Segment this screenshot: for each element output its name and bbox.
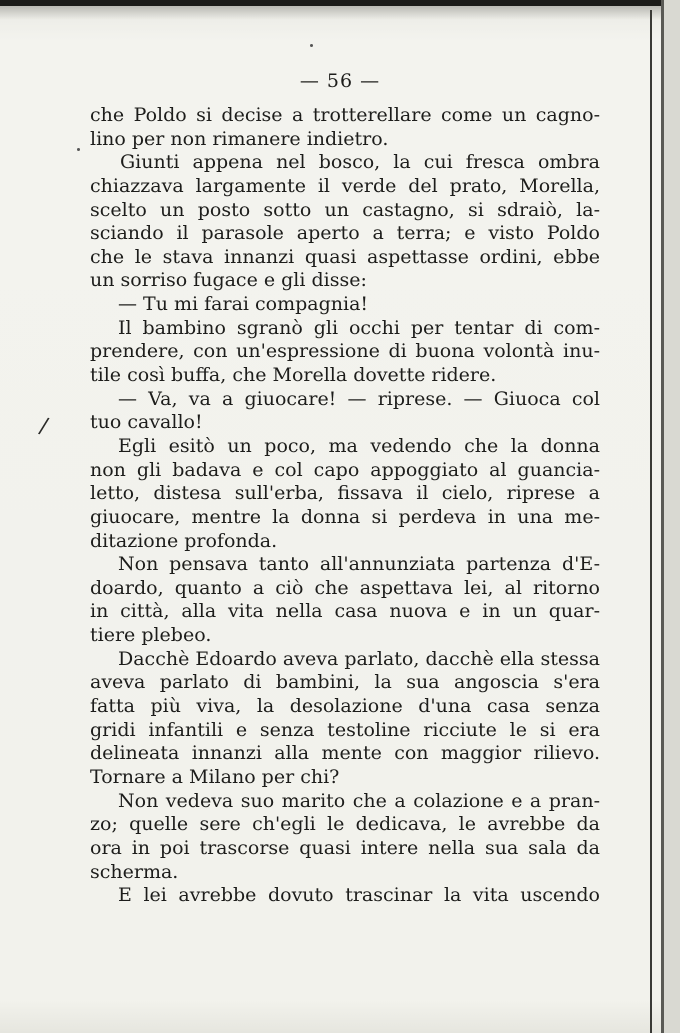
text-line: Tornare a Milano per chi? [90, 765, 340, 788]
text-line: Dacchè Edoardo aveva parlato, dacchè ella stessa [118, 647, 600, 670]
paper-speck [77, 148, 80, 151]
text-line: gridi infantili e senza testoline ricciute le si era [90, 718, 600, 741]
text-line: chiazzava largamente il verde del prato, Morella, [90, 174, 600, 197]
facing-page-edge [664, 0, 680, 1033]
text-line: giuocare, mentre la donna si perdeva in una me- [90, 505, 600, 528]
text-line: zo; quelle sere ch'egli le dedicava, le avrebbe da [90, 813, 600, 836]
gutter-rule [650, 10, 652, 1033]
text-line: Egli esitò un poco, ma vedendo che la donna [118, 434, 600, 457]
page-top-shadow [0, 6, 680, 20]
text-line: un sorriso fugace e gli disse: [90, 269, 367, 292]
paper-speck [310, 44, 313, 47]
text-line: delineata innanzi alla mente con maggior rilievo. [90, 742, 600, 765]
text-line: scherma. [90, 860, 179, 883]
text-line: tile così buffa, che Morella dovette ridere. [90, 364, 497, 387]
text-line: lino per non rimanere indietro. [90, 127, 389, 150]
text-line: Non pensava tanto all'annunziata partenza d'E- [118, 553, 600, 576]
text-line: ditazione profonda. [90, 529, 278, 552]
text-line: — Va, va a giuocare! — riprese. — Giuoca col [118, 387, 600, 410]
text-line: Non vedeva suo marito che a colazione e a pran- [118, 789, 600, 812]
page-number: — 56 — [299, 70, 381, 92]
text-line: doardo, quanto a ciò che aspettava lei, al ritorno [90, 576, 600, 599]
text-line: E lei avrebbe dovuto trascinar la vita uscendo [118, 884, 600, 907]
text-line: letto, distesa sull'erba, fissava il cielo, riprese a [90, 482, 600, 505]
text-line: in città, alla vita nella casa nuova e in un quar- [90, 600, 600, 623]
text-line: non gli badava e col capo appoggiato al guancia- [90, 458, 600, 481]
text-line: tuo cavallo! [90, 411, 203, 434]
text-line: ora in poi trascorse quasi intere nella sua sala da [90, 836, 600, 859]
text-line: — Tu mi farai compagnia! [118, 293, 369, 316]
text-line: scelto un posto sotto un castagno, si sdraiò, la- [90, 198, 600, 221]
text-line: fatta più viva, la desolazione d'una casa senza [90, 695, 600, 718]
text-line: aveva parlato di bambini, la sua angoscia s'era [90, 671, 600, 694]
text-line: che Poldo si decise a trotterellare come un cagno- [90, 104, 600, 126]
text-line: tiere plebeo. [90, 624, 212, 647]
text-line: Giunti appena nel bosco, la cui fresca ombra [120, 151, 600, 174]
text-line: sciando il parasole aperto a terra; e visto Poldo [90, 222, 600, 245]
margin-pencil-mark: / [37, 413, 51, 440]
text-line: che le stava innanzi quasi aspettasse ordini, ebbe [90, 245, 600, 268]
text-line: prendere, con un'espressione di buona volontà inu- [90, 340, 600, 363]
text-line: Il bambino sgranò gli occhi per tentar di com- [118, 316, 600, 339]
body-text [90, 104, 600, 908]
